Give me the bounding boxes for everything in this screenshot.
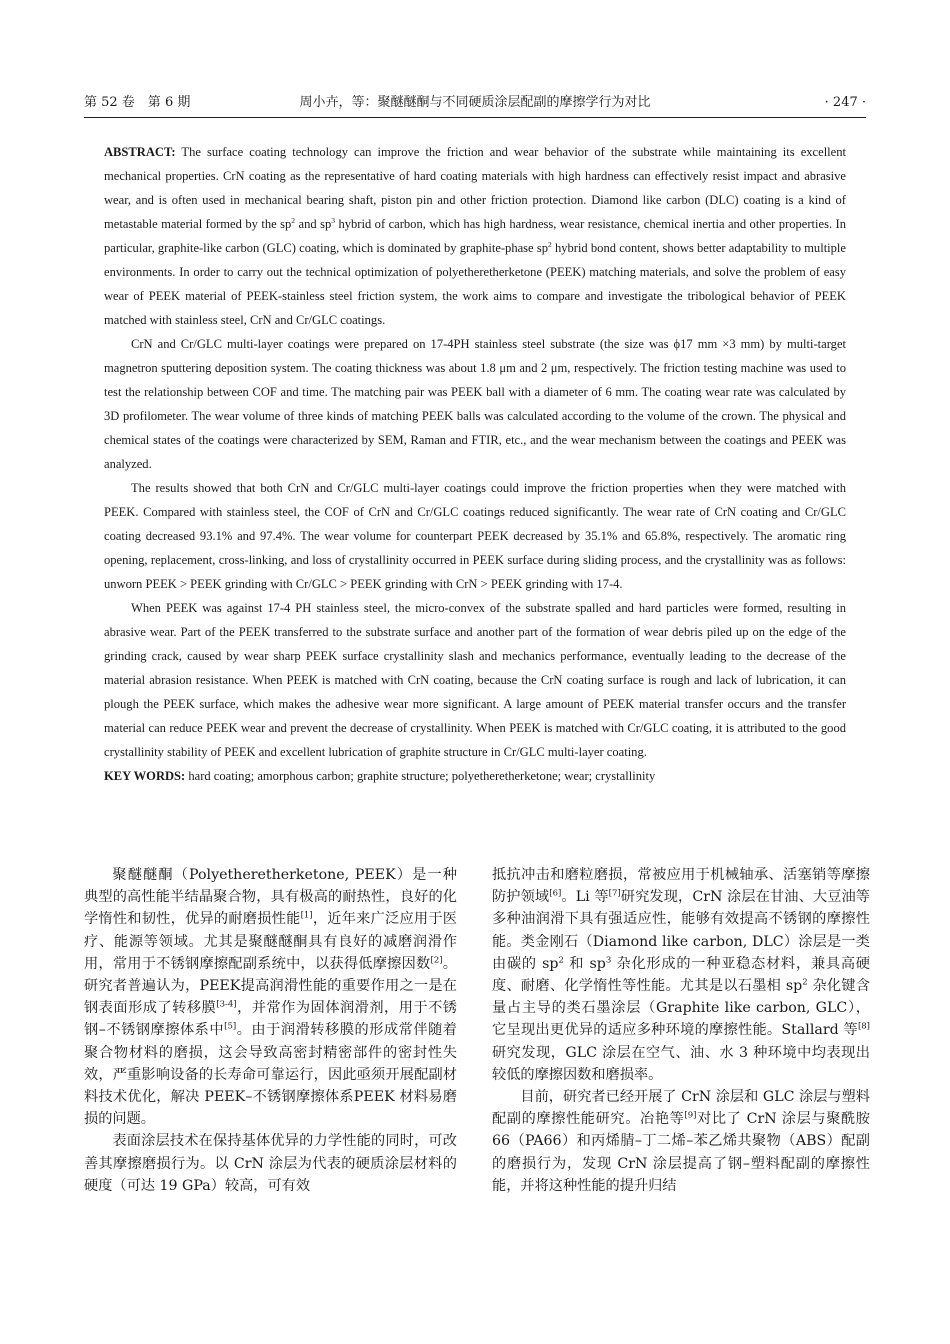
body-text: 研究发现，CrN 涂层在甘油、大豆油等多种油润滑下具有强适应性，能够有效提高不锈钢的摩擦性能。类金刚石（Diamond like carbon, DLC）涂层是一类由碳的 sp: [492, 889, 870, 972]
citation: [6]: [549, 888, 562, 899]
body-text: 。由于润滑转移膜的形成常伴随着聚合物材料的磨损，这会导致高密封精密部件的密封性失效，严重影响设备的长寿命可靠运行，因此亟须开展配副材料技术优化，解决 PEEK–不锈钢摩擦体系PEEK 材料易磨损的问题。: [84, 1022, 457, 1128]
running-header: [84, 93, 866, 113]
citation: [9]: [684, 1110, 697, 1121]
abstract-paragraph-2: CrN and Cr/GLC multi-layer coatings were prepared on 17-4PH stainless steel substrate (the size was ϕ17 mm ×3 mm) by multi-target magnetron sputtering deposition system. The coating thickness was about 1.8 μm and 2 μm, respectively. The friction testing machine was used to test the relationship between COF and time. The matching pair was PEEK ball with a diameter of 6 mm. The coating wear rate was calculated by 3D profilometer. The wear volume of three kinds of matching PEEK balls was calculated according to the volume of the crown. The physical and chemical states of the coatings were characterized by SEM, Raman and FTIR, etc., and the wear mechanism between the coatings and PEEK was analyzed.: [104, 337, 846, 471]
abstract-label: ABSTRACT:: [104, 145, 176, 159]
body-paragraph: [492, 864, 870, 1086]
superscript: 2: [547, 239, 552, 249]
body-text: ，并常作为固体润滑剂，用于不锈钢–不锈钢摩擦体系中: [84, 1000, 457, 1039]
abstract-paragraph-4: When PEEK was against 17-4 PH stainless steel, the micro-convex of the substrate spalled and hard particles were formed, resulting in abrasive wear. Part of the PEEK transferred to the substrate surface and another part of the formation of wear debris piled up on the edge of the grinding crack, caused by wear sharp PEEK surface crystallinity slash and mechanics performance, eventually leading to the decrease of the material abrasion resistance. When PEEK is matched with CrN coating, because the CrN coating surface is rough and lack of lubrication, it can plough the PEEK surface, which makes the adhesive wear more significant. A large amount of PEEK material transfer occurs and the transfer material can reduce PEEK wear and prevent the decrease of crystallinity. When PEEK is matched with Cr/GLC coating, it is attributed to the good crystallinity stability of PEEK and excellent lubrication of graphite structure in Cr/GLC multi-layer coating.: [104, 601, 846, 759]
citation: [2]: [430, 955, 443, 966]
abstract-paragraph-3: The results showed that both CrN and Cr/GLC multi-layer coatings could improve the friction properties when they were matched with PEEK. Compared with stainless steel, the COF of CrN and Cr/GLC coatings reduced significantly. The wear rate of CrN coating and Cr/GLC coating decreased 93.1% and 97.4%. The wear volume for counterpart PEEK decreased by 35.1% and 65.8%, respectively. The aromatic ring opening, replacement, cross-linking, and loss of crystallinity occurred in PEEK surface during sliding process, and the crystallinity was as follows: unworn PEEK > PEEK grinding with Cr/GLC > PEEK grinding with CrN > PEEK grinding with 17-4.: [104, 481, 846, 591]
body-text: 。Li 等: [561, 889, 609, 906]
citation: [5]: [224, 1021, 237, 1032]
body-paragraph: 表面涂层技术在保持基体优异的力学性能的同时，可改善其摩擦磨损行为。以 CrN 涂层为代表的硬质涂层材料的硬度（可达 19 GPa）较高，可有效: [84, 1133, 457, 1194]
running-title: 周小卉，等：聚醚醚酮与不同硬质涂层配副的摩擦学行为对比: [299, 95, 651, 110]
body-paragraph: [84, 864, 457, 1130]
abstract-paragraph-1: [104, 140, 846, 332]
superscript: 3: [605, 955, 612, 966]
body-text: 。研究者普遍认为，PEEK提高润滑性能的重要作用之一是在钢表面形成了转移膜: [84, 955, 457, 1017]
superscript: 2: [291, 215, 296, 225]
abstract-text: hybrid bond content, shows better adaptability to multiple environments. In order to carry out the technical optimization of polyetheretherketone (PEEK) matching materials, and solve the problem of easy wear of PEEK material of PEEK-stainless steel friction system, the work aims to compare and investigate the tribological behavior of PEEK matched with stainless steel, CrN and Cr/GLC coatings.: [104, 241, 846, 327]
body-text: 对比了 CrN 涂层与聚酰胺 66（PA66）和丙烯腈–丁二烯–苯乙烯共聚物（ABS）配副的磨损行为，发现 CrN 涂层提高了钢–塑料配副的摩擦性能，并将这种性能的提升归结: [492, 1111, 870, 1194]
citation: [8]: [857, 1021, 870, 1032]
body-text: 杂化形成的一种亚稳态材料，兼具高硬度、耐磨、化学惰性等性能。尤其是以石墨相 sp: [492, 955, 870, 995]
citation: [7]: [608, 888, 621, 899]
body-text: 杂化键含量占主导的类石墨涂层（Graphite like carbon, GLC），它呈现出更优异的适应多种环境的摩擦性能。Stallard 等: [492, 978, 871, 1039]
keywords-text: hard coating; amorphous carbon; graphite structure; polyetheretherketone; wear; crystallinity: [185, 769, 656, 783]
body-text: ，近年来广泛应用于医疗、能源等领域。尤其是聚醚醚酮具有良好的减磨润滑作用，常用于不锈钢摩擦配副系统中，以获得低摩擦因数: [84, 911, 457, 972]
superscript: 3: [331, 215, 336, 225]
header-rule: [84, 117, 866, 118]
body-text: 目前，研究者已经开展了 CrN 涂层和 GLC 涂层与塑料配副的摩擦性能研究。冶艳等: [492, 1089, 870, 1128]
keywords: [104, 764, 846, 788]
body-left-column: [84, 864, 457, 1197]
body-text: 抵抗冲击和磨粒磨损，常被应用于机械轴承、活塞销等摩擦防护领域: [492, 867, 870, 906]
journal-issue: 第 52 卷 第 6 期: [84, 95, 191, 110]
abstract-block: [104, 140, 846, 788]
page-number: · 247 ·: [824, 95, 866, 110]
citation: [3-4]: [216, 999, 237, 1010]
citation: [1]: [300, 910, 313, 921]
abstract-text: The surface coating technology can improve the friction and wear behavior of the substrate while maintaining its excellent mechanical properties. CrN coating as the representative of hard coating materials with high hardness can effectively resist impact and abrasive wear, and is often used in mechanical bearing shaft, piston pin and other friction protection. Diamond like carbon (DLC) coating is a kind of metastable material formed by the sp: [104, 145, 846, 231]
superscript: 2: [558, 955, 564, 966]
keywords-label: KEY WORDS:: [104, 769, 186, 783]
body-text: 研究发现，GLC 涂层在空气、油、水 3 种环境中均表现出较低的摩擦因数和磨损率。: [492, 1044, 870, 1083]
body-right-column: [492, 864, 870, 1197]
body-paragraph: [492, 1086, 870, 1197]
superscript: 2: [802, 977, 808, 988]
abstract-text: hybrid of carbon, which has high hardness, wear resistance, chemical inertia and other properties. In particular, graphite-like carbon (GLC) coating, which is dominated by graphite-phase sp: [104, 217, 847, 255]
abstract-text: and sp: [295, 217, 332, 231]
body-text: 和 sp: [563, 955, 606, 972]
body-text: 聚醚醚酮（Polyetheretherketone, PEEK）是一种典型的高性能半结晶聚合物，具有极高的耐热性，良好的化学惰性和韧性，优异的耐磨损性能: [84, 867, 457, 928]
